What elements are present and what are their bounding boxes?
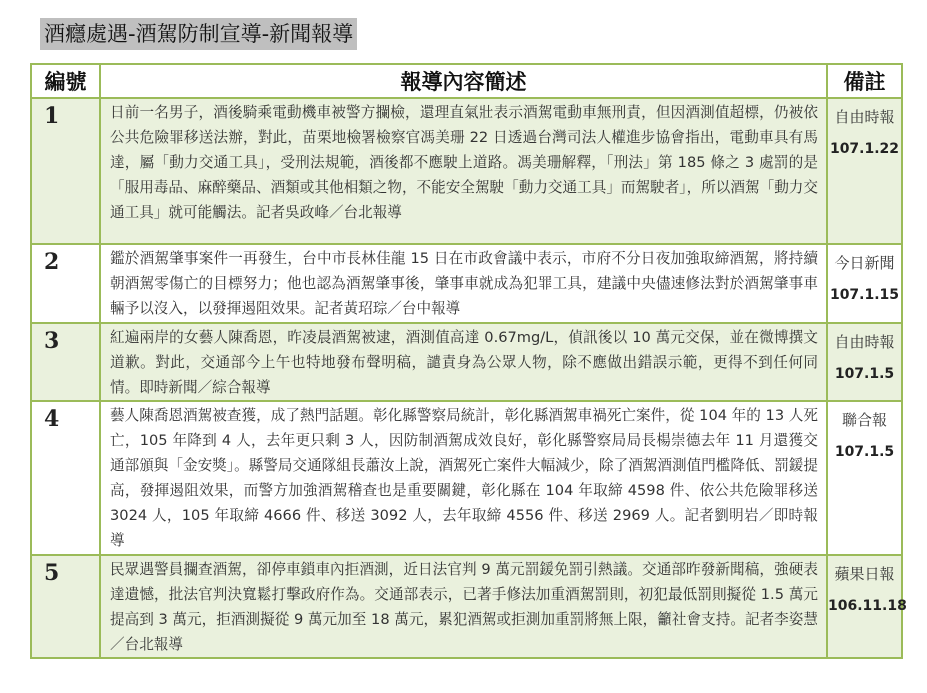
table-row: [31, 244, 902, 323]
news-source: 今日新聞: [834, 254, 895, 272]
row-content: 日前一名男子，酒後騎乘電動機車被警方攔檢，還理直氣壯表示酒駕電動車無刑責，但因酒測值超標，仍被依公共危險罪移送法辦，對此，苗栗地檢署檢察官馮美珊 22 日透過台灣司法人權進步協會指出，電動車具有馬達，屬「動力交通工具」，受刑法規範，酒後都不應駛上道路。馮美珊解釋，「刑法」第 185 條之 3 處罰的是「服用毒品、麻醉藥品、酒類或其他相類之物，不能安全駕駛「動力交通工具」而駕駛者」，所以酒駕「動力交通工具」就可能觸法。記者吳政峰／台北報導: [100, 98, 827, 244]
row-number: 3: [31, 323, 100, 401]
header-remark: 備註: [827, 64, 902, 98]
news-source: 自由時報: [834, 333, 895, 351]
news-date: 107.1.5: [834, 366, 895, 382]
news-source: 自由時報: [834, 108, 895, 126]
news-date: 106.11.18: [828, 598, 907, 614]
news-source: 蘋果日報: [834, 565, 895, 583]
row-remark: [827, 323, 902, 401]
row-content: 紅遍兩岸的女藝人陳喬恩，昨凌晨酒駕被逮，酒測值高達 0.67mg/L，偵訊後以 10 萬元交保，並在微博撰文道歉。對此，交通部今上午也特地發布聲明稿，譴責身為公眾人物，除不應做出錯誤示範，更得不到任何同情。即時新聞／綜合報導: [100, 323, 827, 401]
row-number: 2: [31, 244, 100, 323]
news-date: 107.1.15: [829, 287, 900, 303]
row-remark: [827, 555, 907, 658]
row-content: 民眾遇警員攔查酒駕，卻停車鎖車內拒酒測，近日法官判 9 萬元罰鍰免罰引熱議。交通部昨發新聞稿，強硬表達遺憾，批法官判決寬鬆打擊政府作為。交通部表示，已著手修法加重酒駕罰則，初犯最低罰則擬從 1.5 萬元提高到 3 萬元，拒酒測擬從 9 萬元加至 18 萬元，累犯酒駕或拒測加重罰將無上限，籲社會支持。記者李姿慧／台北報導: [100, 555, 827, 658]
header-no: 編號: [31, 64, 100, 98]
row-content: 鑑於酒駕肇事案件一再發生，台中市長林佳龍 15 日在市政會議中表示，市府不分日夜加強取締酒駕，將持續朝酒駕零傷亡的目標努力；他也認為酒駕肇事後，肇事車就成為犯罪工具，建議中央儘速修法對於酒駕肇事車輛予以沒入，以發揮遏阻效果。記者黃玿琮／台中報導: [100, 244, 827, 323]
table-row: [31, 401, 902, 555]
header-content: 報導內容簡述: [100, 64, 827, 98]
table-header-row: [31, 64, 902, 98]
table-row: [31, 323, 902, 401]
row-remark: [827, 98, 902, 244]
row-remark: [827, 401, 902, 555]
row-number: 1: [31, 98, 100, 244]
news-date: 107.1.22: [829, 141, 900, 157]
news-table: [30, 63, 907, 659]
news-source: 聯合報: [841, 411, 887, 429]
row-number: 5: [31, 555, 100, 658]
table-row: [31, 555, 902, 658]
row-number: 4: [31, 401, 100, 555]
row-remark: [827, 244, 902, 323]
table-row: [31, 98, 902, 244]
news-date: 107.1.5: [834, 444, 895, 460]
row-content: 藝人陳喬恩酒駕被查獲，成了熱門話題。彰化縣警察局統計，彰化縣酒駕車禍死亡案件，從 104 年的 13 人死亡，105 年降到 4 人，去年更只剩 3 人，因防制酒駕成效良好，彰化縣警察局局長楊崇德去年 11 月還獲交通部頒與「金安獎」。縣警局交通隊組長蕭汝上說，酒駕死亡案件大幅減少，除了酒駕酒測值門檻降低、罰鍰提高，發揮遏阻效果，而警方加強酒駕稽查也是重要關鍵，彰化縣在 104 年取締 4598 件、依公共危險罪移送 3024 人，105 年取締 4666 件、移送 3092 人，去年取締 4556 件、移送 2969 人。記者劉明岩／即時報導: [100, 401, 827, 555]
page-title: 酒癮處遇-酒駕防制宣導-新聞報導: [40, 18, 357, 50]
